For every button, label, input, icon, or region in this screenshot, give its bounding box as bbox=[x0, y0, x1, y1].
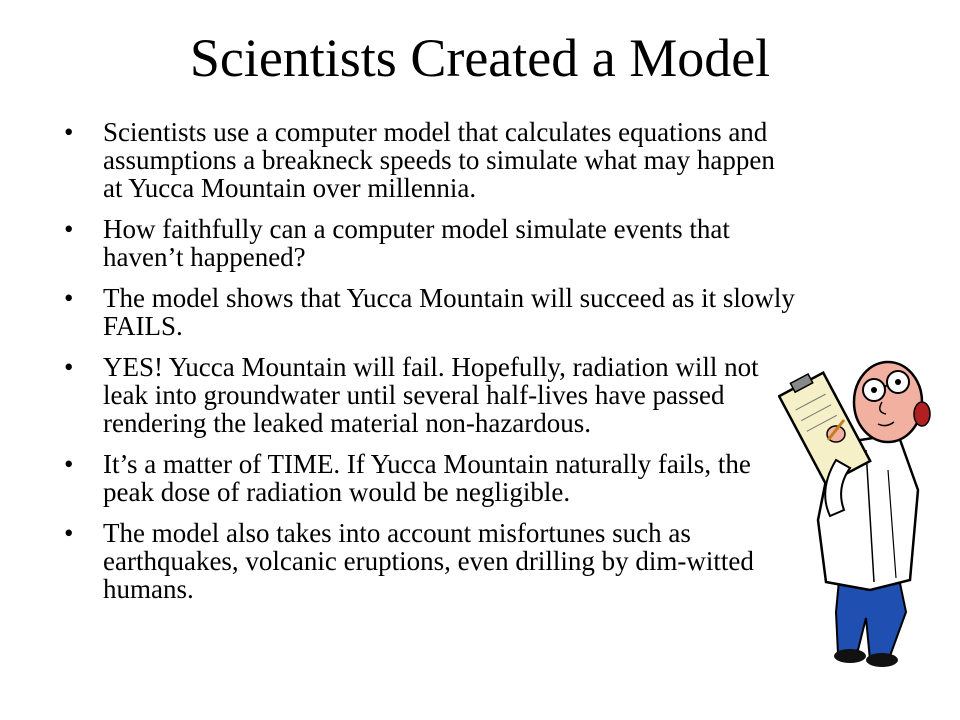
bullet-item bbox=[60, 353, 800, 437]
bullet-text: How faithfully can a computer model simulate events that haven’t happened? bbox=[103, 214, 730, 272]
left-shoe bbox=[834, 649, 866, 663]
bullet-list bbox=[60, 118, 800, 616]
bullet-item bbox=[60, 118, 800, 202]
bullet-text: Scientists use a computer model that calculates equations and assumptions a breakneck speeds to simulate what may happen at Yucca Mountain over millennia. bbox=[103, 117, 775, 203]
bullet-item bbox=[60, 284, 800, 340]
bullet-dot: • bbox=[64, 283, 74, 313]
ear bbox=[914, 402, 930, 426]
bullet-dot: • bbox=[64, 117, 74, 147]
bullet-dot: • bbox=[64, 518, 74, 548]
bullet-item bbox=[60, 215, 800, 271]
slide-title: Scientists Created a Model bbox=[189, 28, 771, 88]
bullet-item bbox=[60, 519, 800, 603]
bullet-dot: • bbox=[64, 352, 74, 382]
right-shoe bbox=[866, 653, 898, 667]
bullet-text: It’s a matter of TIME. If Yucca Mountain naturally fails, the peak dose of radiation would be negligible. bbox=[103, 449, 751, 507]
bullet-text: YES! Yucca Mountain will fail. Hopefully, radiation will not leak into groundwater until several half-lives have passed rendering the leaked material non-hazardous. bbox=[103, 352, 759, 438]
bullet-item bbox=[60, 450, 800, 506]
bullet-dot: • bbox=[64, 449, 74, 479]
head bbox=[854, 362, 922, 442]
bullet-dot: • bbox=[64, 214, 74, 244]
scientist-clipart bbox=[778, 350, 960, 668]
bullet-text: The model shows that Yucca Mountain will succeed as it slowly FAILS. bbox=[103, 283, 795, 341]
bullet-text: The model also takes into account misfortunes such as earthquakes, volcanic eruptions, even drilling by dim-witted humans. bbox=[103, 518, 754, 604]
